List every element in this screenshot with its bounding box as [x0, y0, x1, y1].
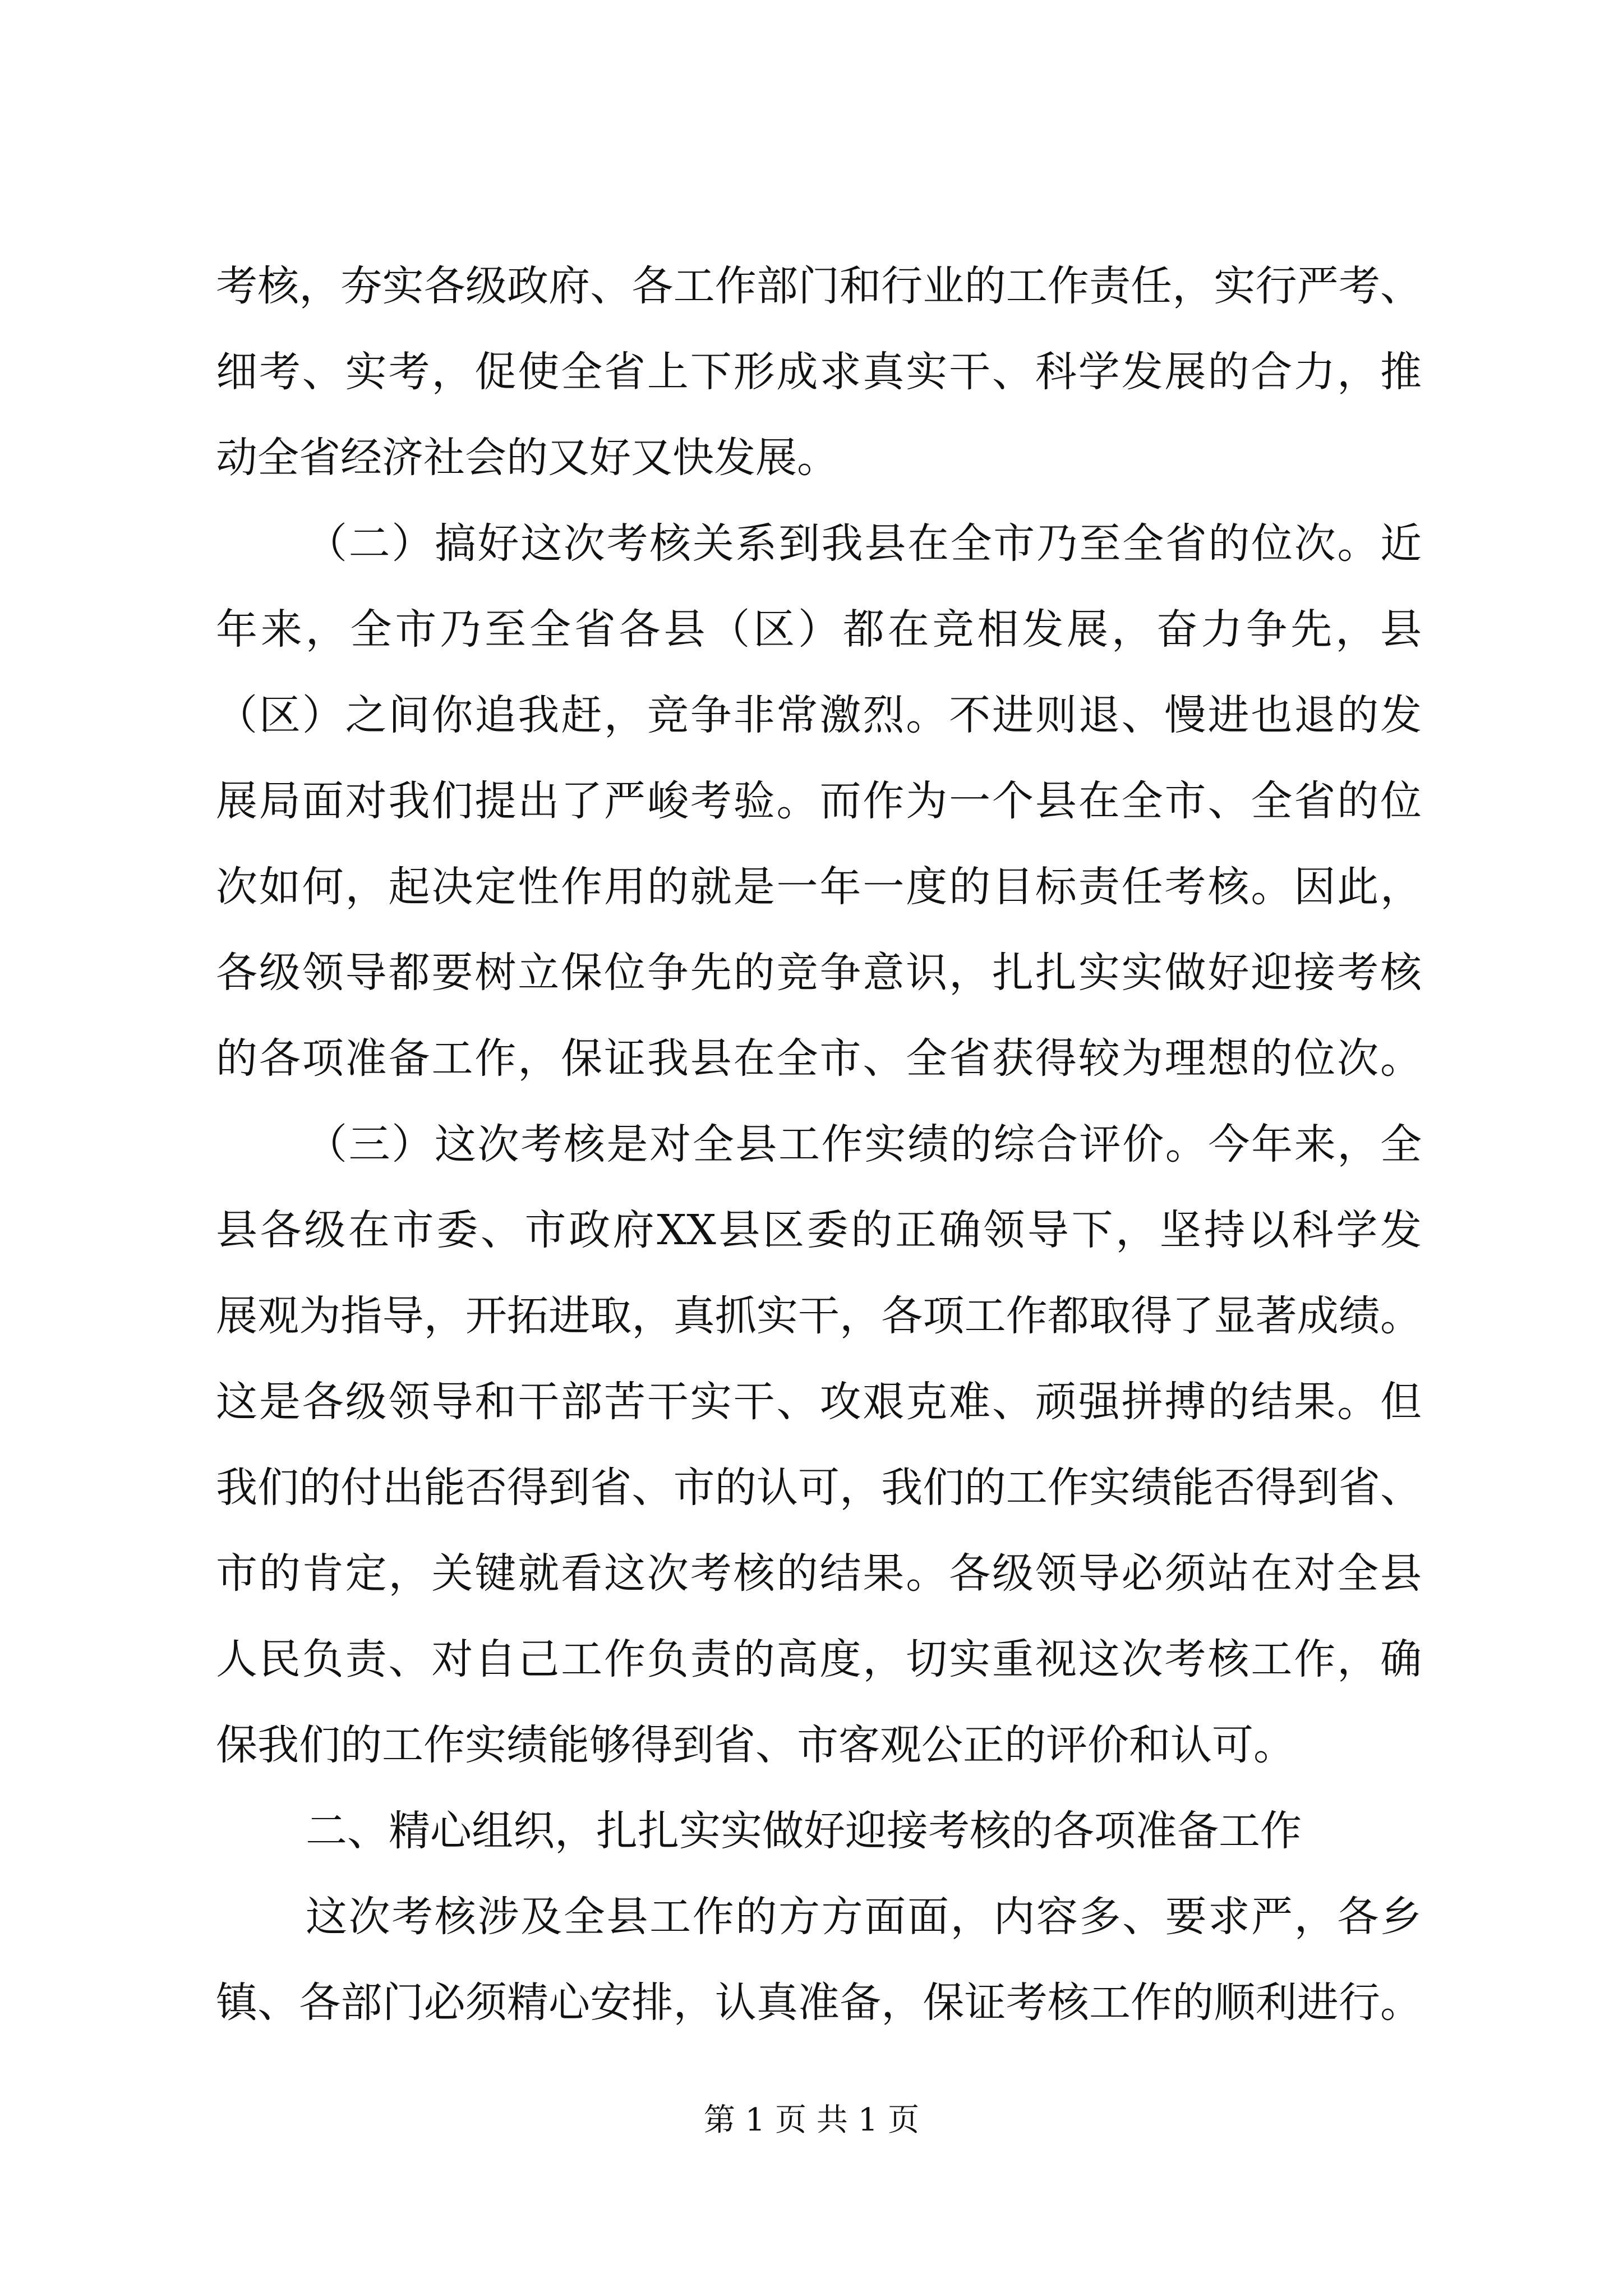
text-line: 次如何，起决定性作用的就是一年一度的目标责任考核。因此，: [216, 863, 1422, 911]
section-heading: 二、精心组织，扎扎实实做好迎接考核的各项准备工作: [306, 1807, 1302, 1855]
text-line: 这是各级领导和干部苦干实干、攻艰克难、顽强拼搏的结果。但: [216, 1378, 1422, 1426]
text-line: 细考、实考，促使全省上下形成求真实干、科学发展的合力，推: [216, 348, 1422, 396]
text-line: 考核，夯实各级政府、各工作部门和行业的工作责任，实行严考、: [216, 262, 1422, 310]
text-line: 的各项准备工作，保证我县在全市、全省获得较为理想的位次。: [216, 1034, 1422, 1083]
text-line: 年来，全市乃至全省各县（区）都在竞相发展，奋力争先，县: [216, 605, 1422, 654]
page-footer: 第 1 页 共 1 页: [703, 2102, 920, 2138]
text-line: 县各级在市委、市政府XX县区委的正确领导下，坚持以科学发: [216, 1206, 1422, 1254]
text-line: 展观为指导，开拓进取，真抓实干，各项工作都取得了显著成绩。: [216, 1292, 1422, 1340]
text-line: 各级领导都要树立保位争先的竞争意识，扎扎实实做好迎接考核: [216, 949, 1422, 997]
text-line: 我们的付出能否得到省、市的认可，我们的工作实绩能否得到省、: [216, 1464, 1422, 1512]
text-line: 镇、各部门必须精心安排，认真准备，保证考核工作的顺利进行。: [216, 1978, 1422, 2027]
text-line: 市的肯定，关键就看这次考核的结果。各级领导必须站在对全县: [216, 1549, 1422, 1598]
text-line: 展局面对我们提出了严峻考验。而作为一个县在全市、全省的位: [216, 777, 1422, 825]
text-line: 保我们的工作实绩能够得到省、市客观公正的评价和认可。: [216, 1721, 1295, 1769]
text-line: 这次考核涉及全县工作的方方面面，内容多、要求严，各乡: [306, 1893, 1422, 1941]
text-line: （区）之间你追我赶，竞争非常激烈。不进则退、慢进也退的发: [216, 691, 1422, 739]
text-line: 人民负责、对自己工作负责的高度，切实重视这次考核工作，确: [216, 1635, 1422, 1683]
text-line: （二）搞好这次考核关系到我县在全市乃至全省的位次。近: [306, 519, 1422, 568]
text-line: 动全省经济社会的又好又快发展。: [216, 434, 838, 482]
text-line: （三）这次考核是对全县工作实绩的综合评价。今年来，全: [306, 1120, 1422, 1168]
